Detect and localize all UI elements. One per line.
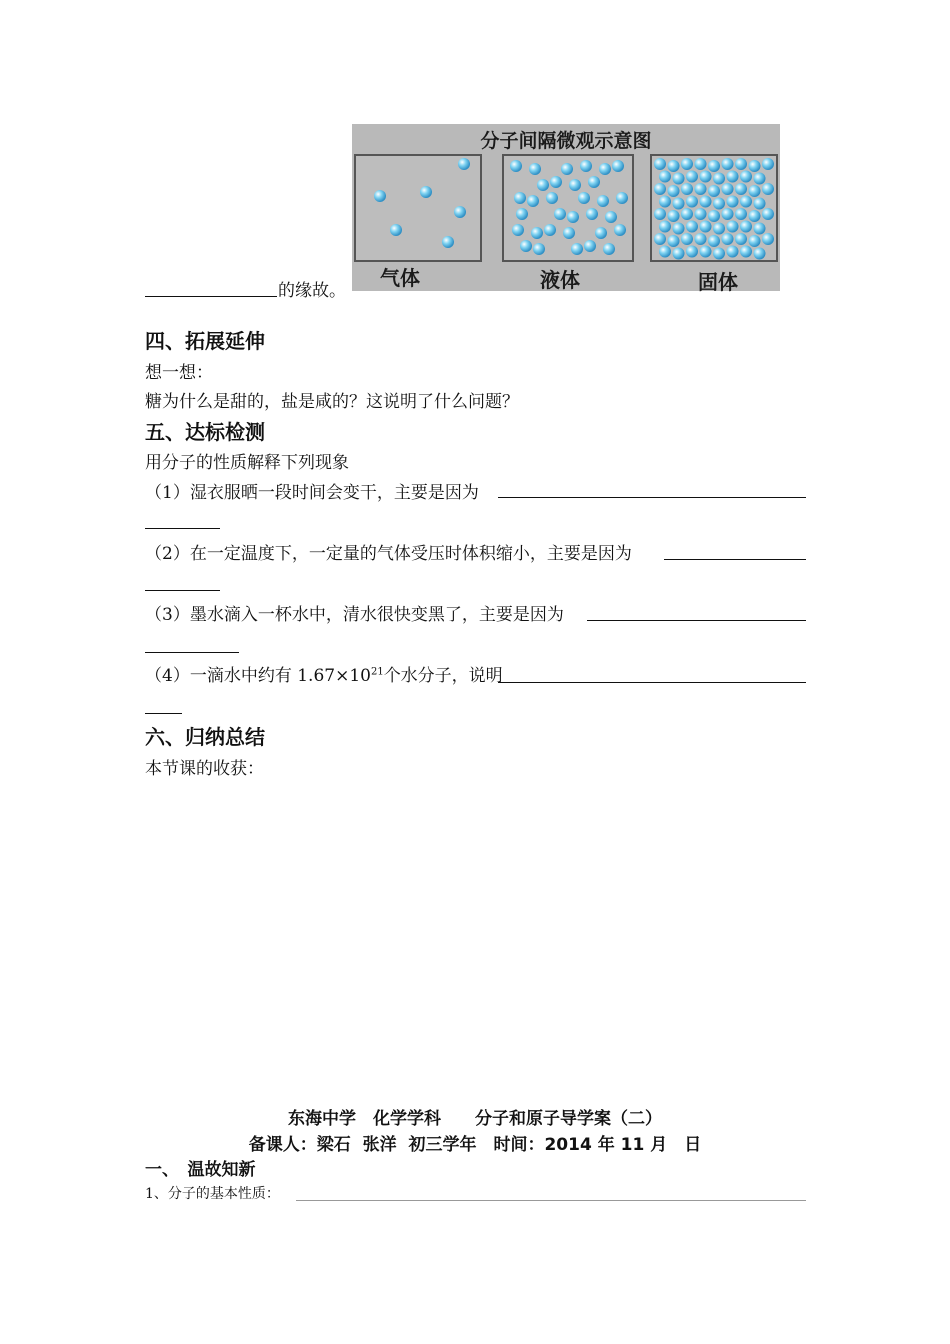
molecule xyxy=(700,246,712,258)
molecule xyxy=(700,171,712,183)
molecule xyxy=(654,233,666,245)
molecule xyxy=(740,196,752,208)
section6-prompt: 本节课的收获： xyxy=(145,759,264,779)
molecule xyxy=(708,160,720,172)
molecule xyxy=(561,163,573,175)
molecule xyxy=(727,196,739,208)
molecule xyxy=(614,224,626,236)
molecule xyxy=(516,208,528,220)
molecule xyxy=(695,183,707,195)
molecule xyxy=(727,221,739,233)
molecule xyxy=(550,176,562,188)
molecule xyxy=(681,208,693,220)
solid-panel xyxy=(650,154,778,262)
molecule xyxy=(520,240,532,252)
molecule xyxy=(612,160,624,172)
molecule xyxy=(713,198,725,210)
molecule xyxy=(654,183,666,195)
section4-prompt: 想一想： xyxy=(145,363,213,383)
question-4-tail: 个水分子，说明 xyxy=(383,666,503,686)
molecule xyxy=(537,179,549,191)
molecule xyxy=(740,171,752,183)
figure-title: 分子间隔微观示意图 xyxy=(480,130,652,152)
section5-intro: 用分子的性质解释下列现象 xyxy=(145,453,349,473)
question-3: （3）墨水滴入一杯水中，清水很快变黑了，主要是因为 xyxy=(145,605,564,625)
section4-heading: 四、拓展延伸 xyxy=(145,329,265,353)
molecule xyxy=(578,192,590,204)
molecule xyxy=(754,198,766,210)
molecule xyxy=(722,233,734,245)
molecule xyxy=(616,192,628,204)
molecule xyxy=(514,192,526,204)
question-4 xyxy=(145,665,503,687)
molecule xyxy=(708,235,720,247)
molecule xyxy=(531,227,543,239)
molecule xyxy=(713,248,725,260)
molecule xyxy=(458,158,470,170)
answer-blank-3b[interactable] xyxy=(145,652,239,653)
reason-suffix: 的缘故。 xyxy=(278,281,346,301)
answer-blank-next-1[interactable] xyxy=(296,1200,806,1201)
molecule xyxy=(659,221,671,233)
molecule xyxy=(681,183,693,195)
molecule xyxy=(586,208,598,220)
gas-label: 气体 xyxy=(380,266,420,290)
molecule xyxy=(749,235,761,247)
molecule xyxy=(512,224,524,236)
molecule xyxy=(595,227,607,239)
molecule xyxy=(659,171,671,183)
molecule xyxy=(708,210,720,222)
molecule xyxy=(390,224,402,236)
molecule xyxy=(668,210,680,222)
molecule xyxy=(722,158,734,170)
section6-heading: 六、归纳总结 xyxy=(145,725,265,749)
molecule-spacing-figure xyxy=(352,124,780,294)
answer-blank[interactable] xyxy=(145,296,277,297)
molecule xyxy=(695,208,707,220)
molecule xyxy=(654,208,666,220)
next-item-1: 1、分子的基本性质： xyxy=(145,1186,280,1202)
gas-molecules xyxy=(356,156,480,260)
molecule xyxy=(673,198,685,210)
answer-blank-1b[interactable] xyxy=(145,528,220,529)
molecule xyxy=(554,208,566,220)
molecule xyxy=(686,246,698,258)
answer-blank-2b[interactable] xyxy=(145,590,220,591)
molecule xyxy=(588,176,600,188)
molecule xyxy=(727,246,739,258)
molecule xyxy=(686,196,698,208)
molecule xyxy=(673,173,685,185)
molecule xyxy=(735,158,747,170)
molecule xyxy=(700,221,712,233)
gas-panel xyxy=(354,154,482,262)
molecule xyxy=(762,158,774,170)
molecule xyxy=(762,208,774,220)
molecule xyxy=(569,179,581,191)
solid-label: 固体 xyxy=(698,270,738,294)
molecule xyxy=(695,158,707,170)
molecule xyxy=(708,185,720,197)
molecule xyxy=(749,160,761,172)
molecule xyxy=(700,196,712,208)
answer-blank-4a[interactable] xyxy=(498,682,806,683)
solid-molecules xyxy=(652,156,776,260)
molecule xyxy=(722,208,734,220)
section1-heading: 一、 温故知新 xyxy=(145,1160,256,1180)
section4-question: 糖为什么是甜的，盐是咸的？这说明了什么问题？ xyxy=(145,392,519,412)
molecule xyxy=(722,183,734,195)
molecule xyxy=(668,235,680,247)
molecule xyxy=(420,186,432,198)
molecule xyxy=(546,192,558,204)
molecule xyxy=(740,246,752,258)
molecule xyxy=(727,171,739,183)
question-4-text: （4）一滴水中约有 1.67×10 xyxy=(145,666,371,686)
molecule xyxy=(454,206,466,218)
molecule xyxy=(749,185,761,197)
question-2: （2）在一定温度下，一定量的气体受压时体积缩小，主要是因为 xyxy=(145,544,632,564)
liquid-molecules xyxy=(504,156,632,260)
molecule xyxy=(654,158,666,170)
molecule xyxy=(605,211,617,223)
molecule xyxy=(659,196,671,208)
molecule xyxy=(668,160,680,172)
question-1: （1）湿衣服晒一段时间会变干，主要是因为 xyxy=(145,483,479,503)
molecule xyxy=(599,163,611,175)
molecule xyxy=(749,210,761,222)
molecule xyxy=(686,221,698,233)
molecule xyxy=(686,171,698,183)
molecule xyxy=(529,163,541,175)
molecule xyxy=(754,248,766,260)
molecule xyxy=(597,195,609,207)
molecule xyxy=(681,158,693,170)
molecule xyxy=(735,208,747,220)
molecule xyxy=(735,233,747,245)
answer-blank-3a[interactable] xyxy=(587,620,806,621)
molecule xyxy=(544,224,556,236)
molecule xyxy=(735,183,747,195)
molecule xyxy=(713,223,725,235)
molecule xyxy=(754,223,766,235)
answer-blank-1a[interactable] xyxy=(498,497,806,498)
exponent: 21 xyxy=(370,666,384,678)
molecule xyxy=(584,240,596,252)
answer-blank-2a[interactable] xyxy=(664,559,806,560)
molecule xyxy=(374,190,386,202)
molecule xyxy=(762,183,774,195)
worksheet-author-line: 备课人：梁石 张洋 初三学年 时间：2014 年 11 月 日 xyxy=(248,1135,702,1155)
answer-blank-4b[interactable] xyxy=(145,713,182,714)
molecule xyxy=(713,173,725,185)
molecule xyxy=(673,248,685,260)
molecule xyxy=(527,195,539,207)
section5-heading: 五、达标检测 xyxy=(145,420,265,444)
molecule xyxy=(740,221,752,233)
molecule xyxy=(762,233,774,245)
molecule xyxy=(442,236,454,248)
molecule xyxy=(510,160,522,172)
worksheet-title: 东海中学 化学学科 分子和原子导学案（二） xyxy=(288,1109,662,1129)
molecule xyxy=(563,227,575,239)
molecule xyxy=(571,243,583,255)
molecule xyxy=(668,185,680,197)
molecule xyxy=(567,211,579,223)
liquid-label: 液体 xyxy=(540,268,580,292)
molecule xyxy=(754,173,766,185)
liquid-panel xyxy=(502,154,634,262)
molecule xyxy=(603,243,615,255)
molecule xyxy=(681,233,693,245)
molecule xyxy=(695,233,707,245)
molecule xyxy=(580,160,592,172)
molecule xyxy=(673,223,685,235)
molecule xyxy=(533,243,545,255)
molecule xyxy=(659,246,671,258)
